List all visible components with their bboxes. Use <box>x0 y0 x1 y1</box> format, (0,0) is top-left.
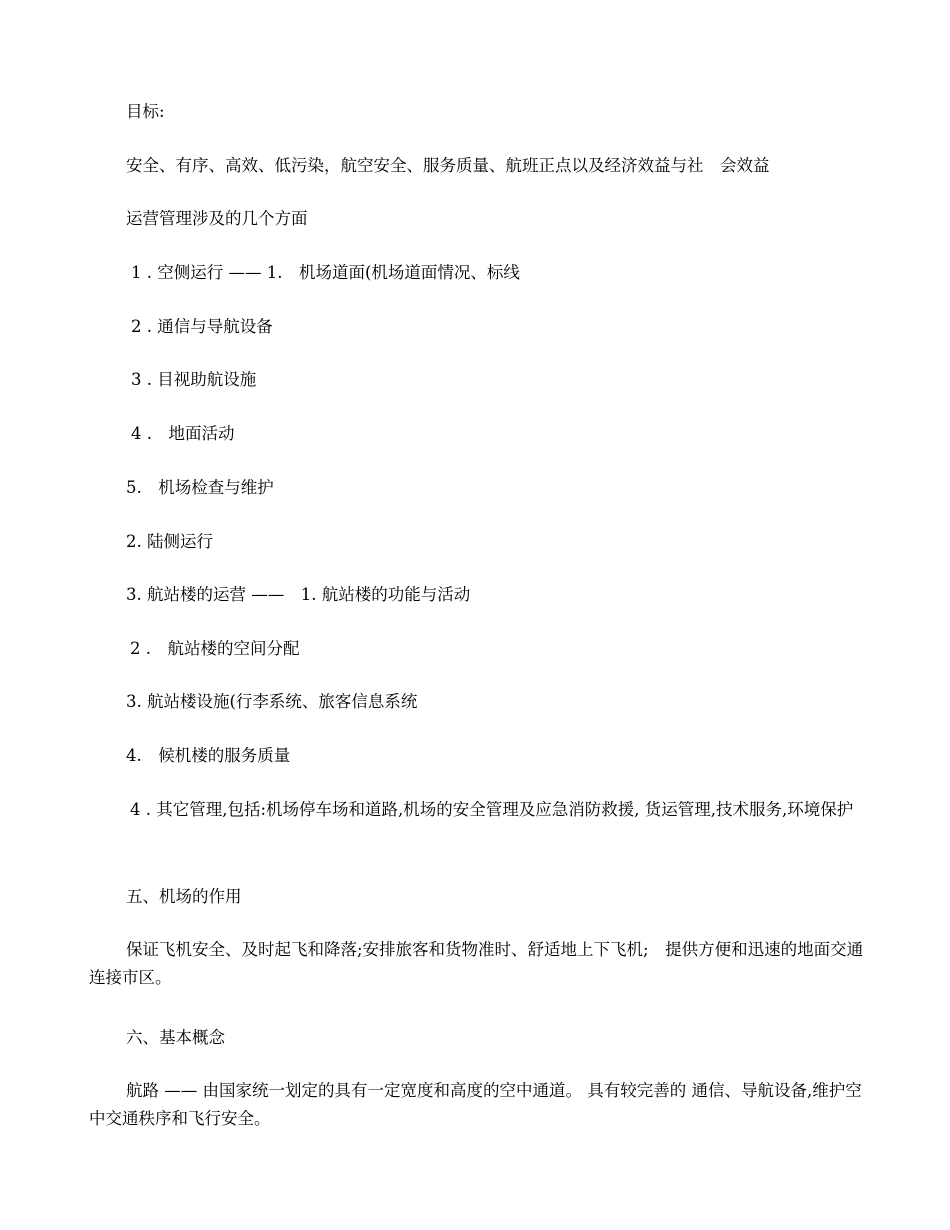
list-item-comm-nav: 2 . 通信与导航设备 <box>131 317 273 336</box>
list-item-airside: 1 . 空侧运行 —— 1. 机场道面(机场道面情况、标线 <box>131 263 520 282</box>
list-item-visual-aids: 3 . 目视助航设施 <box>131 370 257 389</box>
other-management-paragraph: 4 . 其它管理,包括:机场停车场和道路,机场的安全管理及应急消防救援, 货运管理,技术服务,环境保护 <box>130 800 854 819</box>
list-item-terminal-ops: 3. 航站楼的运营 —— 1. 航站楼的功能与活动 <box>126 585 471 604</box>
list-item-ground-activity: 4 . 地面活动 <box>131 424 235 443</box>
list-item-terminal-space: 2 . 航站楼的空间分配 <box>130 639 300 658</box>
goal-text: 安全、有序、高效、低污染，航空安全、服务质量、航班正点以及经济效益与社 会效益 <box>126 156 770 175</box>
section5-paragraph: 保证飞机安全、及时起飞和降落;安排旅客和货物准时、舒适地上下飞机; 提供方便和迅速的地面交通连接市区。 <box>89 940 864 987</box>
ops-heading: 运营管理涉及的几个方面 <box>126 209 308 228</box>
list-item-terminal-facilities: 3. 航站楼设施(行李系统、旅客信息系统 <box>126 692 418 711</box>
section6-paragraph: 航路 —— 由国家统一划定的具有一定宽度和高度的空中通道。 具有较完善的 通信、导航设备,维护空中交通秩序和飞行安全。 <box>89 1081 862 1128</box>
list-item-service-quality: 4. 候机楼的服务质量 <box>126 746 291 765</box>
goal-heading: 目标: <box>126 102 165 121</box>
section5-heading: 五、机场的作用 <box>126 887 242 906</box>
section6-heading: 六、基本概念 <box>126 1028 225 1047</box>
list-item-inspection: 5. 机场检查与维护 <box>126 478 274 497</box>
list-item-landside: 2. 陆侧运行 <box>126 532 213 551</box>
